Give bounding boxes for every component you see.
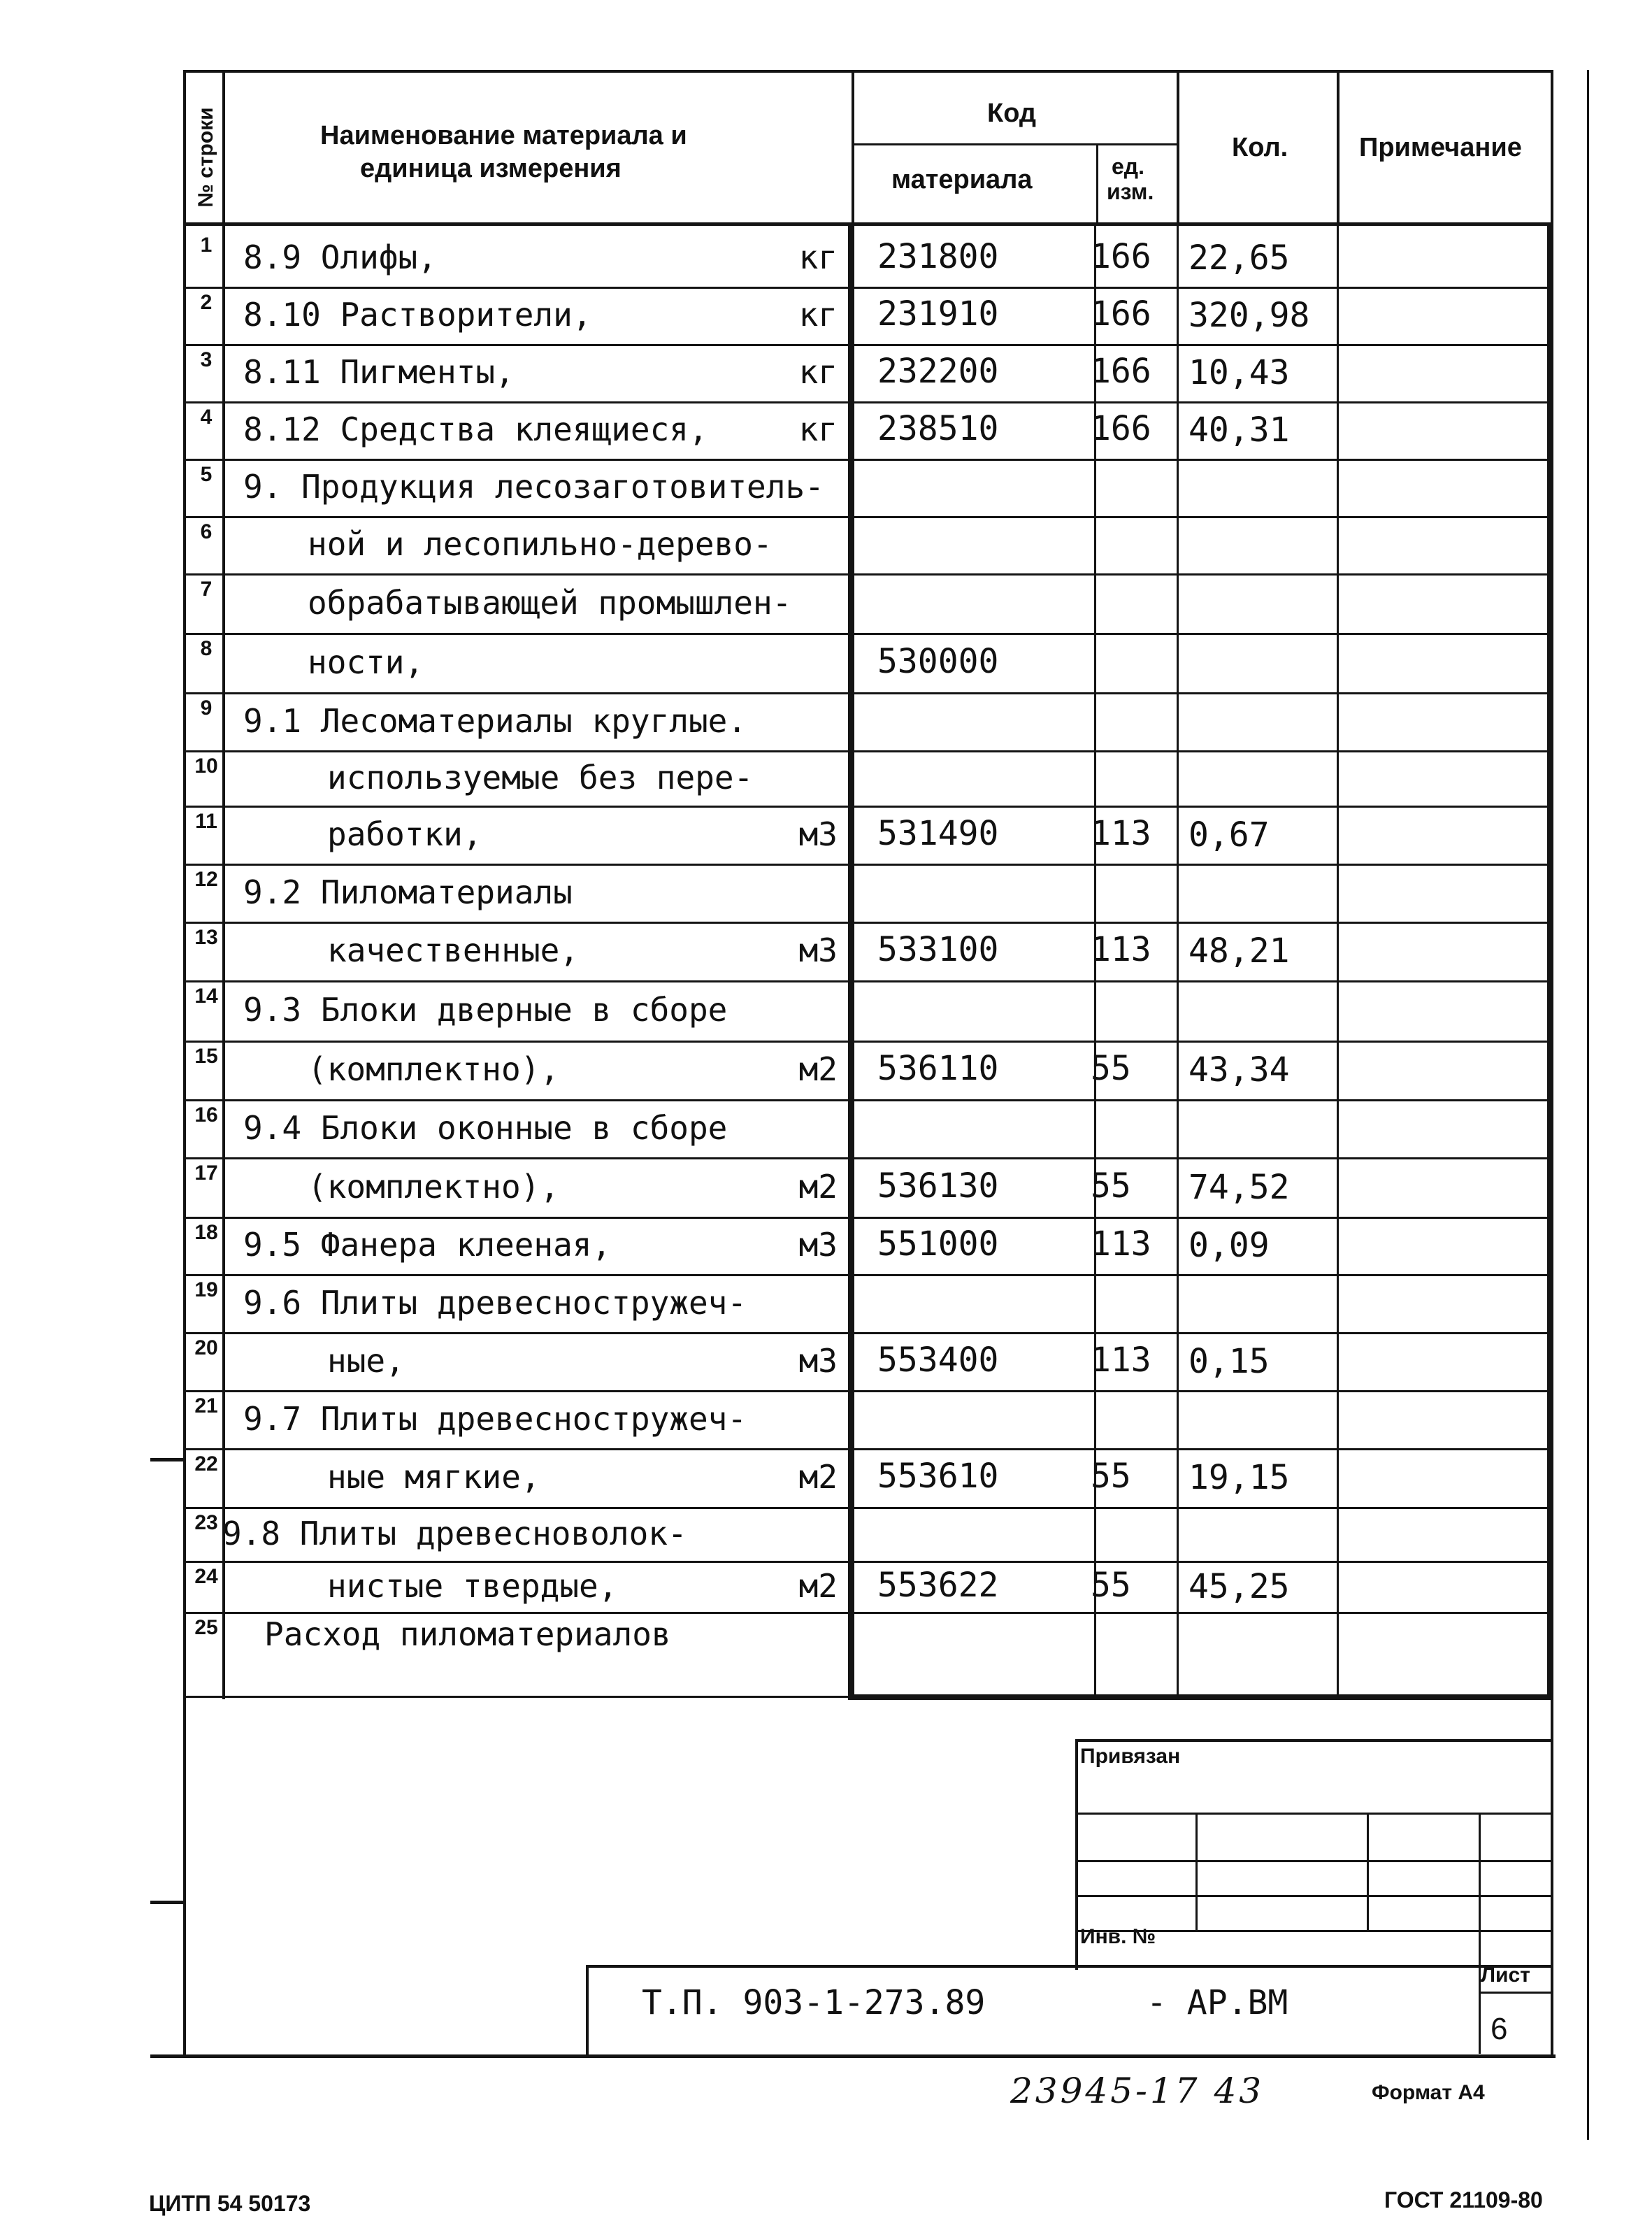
material-name: 9.2 Пиломатериалы (243, 873, 573, 911)
quantity-value: 10,43 (1188, 353, 1290, 392)
table-rule (1367, 1813, 1369, 1931)
table-rule (1096, 143, 1098, 224)
table-rule (183, 922, 1553, 924)
table-rule (183, 1390, 1553, 1392)
material-name: 9.3 Блоки дверные в сборе (243, 991, 728, 1029)
material-name: 9.5 Фанера клееная, (243, 1226, 612, 1264)
quantity-value: 0,09 (1188, 1226, 1270, 1265)
table-rule (183, 1696, 1553, 1698)
unit-code: 55 (1091, 1565, 1131, 1605)
table-rule (183, 70, 186, 2056)
quantity-header: Кол. (1232, 133, 1288, 162)
material-code: 551000 (877, 1224, 999, 1264)
row-number: 3 (200, 348, 213, 371)
table-rule (183, 573, 1553, 576)
table-rule (1337, 70, 1339, 224)
row-number: 14 (194, 985, 218, 1008)
material-name: обрабатывающей промышлен- (308, 583, 792, 622)
unit-code: 55 (1091, 1166, 1131, 1206)
table-rule (222, 70, 225, 1699)
table-rule (183, 70, 1553, 73)
document-suffix: - АР.ВМ (1147, 1983, 1288, 2022)
unit-code: 55 (1091, 1049, 1131, 1088)
row-number: 23 (194, 1511, 218, 1534)
material-code: 536110 (877, 1049, 999, 1088)
material-name: 9.6 Плиты древесностружеч- (243, 1283, 747, 1322)
unit-code: 166 (1091, 294, 1151, 334)
quantity-value: 48,21 (1188, 931, 1290, 971)
table-rule (1587, 70, 1589, 2140)
unit-label: м2 (798, 1458, 838, 1496)
table-rule (183, 864, 1553, 866)
row-number: 2 (200, 291, 213, 314)
table-rule (1075, 1739, 1551, 1742)
row-number: 13 (194, 926, 218, 949)
inventory-label: Инв. № (1080, 1925, 1156, 1948)
material-code: 553610 (877, 1457, 999, 1496)
unit-label: м3 (798, 1341, 838, 1380)
table-rule (183, 287, 1553, 289)
material-code: 536130 (877, 1166, 999, 1206)
table-rule (183, 1274, 1553, 1276)
unit-label: м3 (798, 1226, 838, 1264)
table-rule (1479, 1992, 1551, 1994)
table-rule (183, 1217, 1553, 1219)
table-rule (1177, 70, 1179, 224)
unit-code: 113 (1091, 1224, 1151, 1264)
note-header: Примечание (1359, 133, 1522, 162)
material-name: 9. Продукция лесозаготовитель- (243, 468, 824, 506)
unit-code: 113 (1091, 930, 1151, 969)
table-rule (1479, 1813, 1481, 2054)
quantity-value: 45,25 (1188, 1566, 1290, 1606)
row-number: 8 (200, 637, 213, 660)
unit-code: 113 (1091, 813, 1151, 853)
table-rule (1075, 1739, 1078, 1970)
unit-label: кг (798, 410, 838, 448)
row-number: 16 (194, 1103, 218, 1127)
format-label: Формат А4 (1372, 2081, 1485, 2104)
material-name: ной и лесопильно-дерево- (308, 525, 773, 563)
unit-code: 166 (1091, 237, 1151, 276)
table-rule (150, 2054, 1556, 2058)
table-rule (183, 980, 1553, 982)
gost-label: ГОСТ 21109-80 (1384, 2187, 1543, 2213)
material-code: 553622 (877, 1565, 999, 1605)
unit-label: м2 (798, 1050, 838, 1088)
document-code: Т.П. 903-1-273.89 (642, 1983, 986, 2022)
material-name: 8.10 Растворители, (243, 296, 592, 334)
unit-label: м2 (798, 1167, 838, 1206)
table-rule (848, 222, 854, 1699)
row-number: 10 (194, 755, 218, 778)
quantity-value: 22,65 (1188, 238, 1290, 278)
table-rule (183, 222, 1553, 226)
table-rule (183, 806, 1553, 808)
table-rule (183, 516, 1553, 518)
unit-label: м2 (798, 1566, 838, 1605)
quantity-value: 320,98 (1188, 296, 1310, 335)
table-rule (183, 1507, 1553, 1509)
quantity-value: 74,52 (1188, 1167, 1290, 1207)
unit-label: кг (798, 238, 838, 276)
row-number: 17 (194, 1162, 218, 1185)
left-print-code: ЦИТП 54 50173 (149, 2191, 311, 2216)
row-number: 1 (200, 234, 213, 257)
material-code: 231910 (877, 294, 999, 334)
material-code: 553400 (877, 1340, 999, 1380)
table-rule (586, 1965, 1551, 1968)
material-name: ные, (327, 1341, 405, 1380)
quantity-value: 19,15 (1188, 1458, 1290, 1497)
table-rule (183, 1612, 1553, 1614)
table-rule (183, 401, 1553, 403)
material-name: 9.7 Плиты древесностружеч- (243, 1399, 747, 1438)
material-code: 231800 (877, 237, 999, 276)
table-rule (183, 344, 1553, 346)
row-number: 6 (200, 520, 213, 543)
material-code: 533100 (877, 930, 999, 969)
material-code: 238510 (877, 409, 999, 448)
row-number: 5 (200, 463, 213, 486)
row-number: 9 (200, 696, 213, 720)
table-rule (183, 1157, 1553, 1159)
unit-label: м3 (798, 815, 838, 853)
table-rule (1195, 1813, 1198, 1931)
handwritten-number: 23945-17 43 (1010, 2071, 1265, 2111)
table-rule (183, 750, 1553, 752)
table-rule (183, 1099, 1553, 1101)
unit-code: 113 (1091, 1340, 1151, 1380)
table-rule (1337, 222, 1339, 1698)
table-rule (183, 1041, 1553, 1043)
material-name: нистые твердые, (327, 1566, 618, 1605)
quantity-value: 0,67 (1188, 815, 1270, 855)
row-number: 15 (194, 1045, 218, 1068)
material-name: качественные, (327, 931, 580, 969)
material-name: используемые без пере- (327, 758, 754, 796)
row-number: 18 (194, 1221, 218, 1244)
table-rule (150, 1901, 185, 1904)
unit-label: кг (798, 353, 838, 391)
unit-code: 166 (1091, 352, 1151, 391)
row-number: 12 (194, 868, 218, 891)
quantity-value: 40,31 (1188, 410, 1290, 450)
row-number: 21 (194, 1394, 218, 1417)
unit-label: кг (798, 296, 838, 334)
material-code: 232200 (877, 352, 999, 391)
material-code: 531490 (877, 813, 999, 853)
row-number: 4 (200, 406, 213, 429)
sheet-number: 6 (1491, 2012, 1508, 2046)
row-number: 19 (194, 1278, 218, 1301)
name-header-line2: единица измерения (360, 154, 622, 183)
table-rule (183, 633, 1553, 635)
material-name: 9.1 Лесоматериалы круглые. (243, 701, 747, 740)
code-unit-header-l2: изм. (1107, 179, 1154, 204)
material-name: Расход пиломатериалов (264, 1615, 671, 1653)
name-header-line1: Наименование материала и (320, 121, 687, 150)
table-rule (150, 1458, 185, 1461)
row-number: 11 (195, 810, 217, 833)
material-name: (комплектно), (308, 1167, 560, 1206)
row-number: 7 (200, 578, 213, 601)
table-rule (1547, 222, 1553, 1699)
table-rule (183, 1561, 1553, 1563)
material-code: 530000 (877, 641, 999, 681)
unit-code: 166 (1091, 409, 1151, 448)
row-number: 25 (194, 1616, 218, 1639)
material-name: работки, (327, 815, 482, 853)
table-rule (183, 459, 1553, 461)
material-name: ности, (308, 643, 424, 681)
table-rule (183, 692, 1553, 694)
material-name: 8.9 Олифы, (243, 238, 437, 276)
quantity-value: 0,15 (1188, 1341, 1270, 1381)
row-number: 24 (194, 1565, 218, 1588)
unit-code: 55 (1091, 1457, 1131, 1496)
unit-label: м3 (798, 931, 838, 969)
table-rule (1177, 222, 1179, 1698)
row-number: 20 (194, 1336, 218, 1359)
table-rule (586, 1965, 589, 2056)
sheet-label: Лист (1481, 1964, 1530, 1987)
code-header: Код (987, 99, 1037, 128)
code-unit-header-l1: ед. (1112, 154, 1144, 179)
material-name: 9.8 Плиты древесноволок- (222, 1514, 687, 1552)
row-number-header: № строки (194, 107, 217, 208)
table-rule (852, 143, 1177, 145)
material-name: ные мягкие, (327, 1458, 540, 1496)
code-material-header: материала (891, 165, 1033, 194)
row-number: 22 (194, 1452, 218, 1475)
material-name: 8.11 Пигменты, (243, 353, 515, 391)
material-name: 9.4 Блоки оконные в сборе (243, 1108, 728, 1147)
quantity-value: 43,34 (1188, 1050, 1290, 1089)
material-name: 8.12 Средства клеящиеся, (243, 410, 708, 448)
table-rule (183, 1448, 1553, 1450)
bound-label: Привязан (1080, 1745, 1181, 1768)
table-rule (183, 1332, 1553, 1334)
material-name: (комплектно), (308, 1050, 560, 1088)
